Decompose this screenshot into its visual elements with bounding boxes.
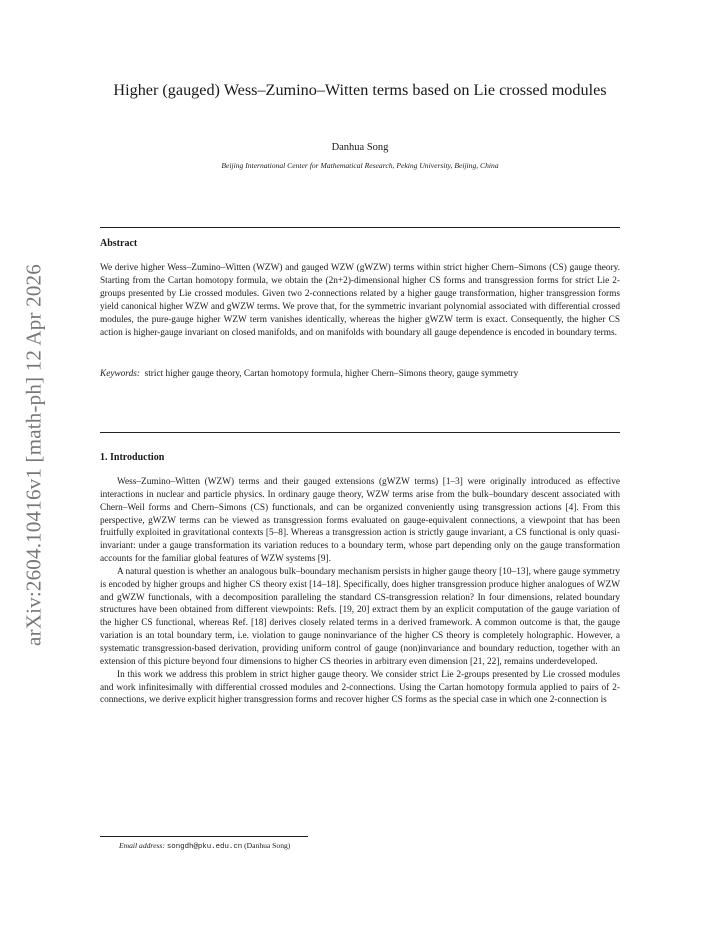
author-email: songdh@pku.edu.cn (166, 843, 243, 851)
abstract-top-divider (100, 227, 620, 228)
introduction-body (100, 476, 620, 707)
abstract-heading: Abstract (100, 238, 138, 249)
author-affiliation: Beijing International Center for Mathematical Research, Peking University, Beijing, China (221, 161, 499, 170)
arxiv-sidebar-stamp (18, 250, 50, 660)
footnote-divider (100, 836, 308, 837)
footnote-label: Email address: (119, 841, 165, 850)
keywords-label: Keywords: (100, 369, 140, 379)
keywords (100, 368, 620, 381)
paragraph: A natural question is whether an analogous bulk–boundary mechanism persists in higher gauge theory [10–13], where gauge symmetry is encoded by higher groups and higher CS theory exist [14–18]. Specifically, does higher transgression produce higher analogues of WZW and gWZW functionals, with a decomposition paralleling the standard CS-transgression relation? In four dimensions, related boundary structures have been obtained from different viewpoints: Refs. [19, 20] extract them by an explicit computation of the gauge variation of the higher CS functional, whereas Ref. [18] derives closely related terms in a derived framework. A common outcome is that, the gauge variation is an total boundary term, i.e. violation to gauge noninvariance of the higher CS theory is completely holographic. However, a systematic transgression-based derivation, providing uniform control of gauge (non)invariance and boundary reduction, together with an extension of this picture beyond four dimensions to higher CS theories in arbitrary even dimension [21, 22], remains underdeveloped. (100, 566, 620, 667)
paragraph: In this work we address this problem in strict higher gauge theory. We consider strict Lie 2-groups presented by Lie crossed modules and work infinitesimally with differential crossed modules and 2-connections. Using the Cartan homotopy formula applied to pairs of 2-connections, we derive explicit higher transgression forms and recover higher CS forms as the special case in which one 2-connection is (100, 669, 620, 706)
footnote-name: (Danhua Song) (244, 841, 291, 850)
paper-author: Danhua Song (331, 142, 389, 153)
paragraph: Wess–Zumino–Witten (WZW) terms and their gauged extensions (gWZW terms) [1–3] were originally introduced as effective interactions in nuclear and particle physics. In ordinary gauge theory, WZW terms arise from the bulk–boundary descent associated with Chern–Weil forms and Chern–Simons (CS) functionals, and can be organized conveniently using transgression actions [4]. From this perspective, gWZW terms can be viewed as transgression forms evaluated on gauge-equivalent connections, a viewpoint that has been fruitfully exploited in gravitational contexts [5–8]. Whereas a transgression action is strictly gauge invariant, a CS functional is only quasi-invariant: under a gauge transformation its variation reduces to a boundary term, whose part depending only on the gauge transformation accounts for the familiar global features of WZW systems [9]. (100, 477, 620, 565)
abstract-text: We derive higher Wess–Zumino–Witten (WZW) and gauged WZW (gWZW) terms within strict higher Chern–Simons (CS) gauge theory. Starting from the Cartan homotopy formula, we obtain the (2n+2)-dimensional higher CS forms and transgression forms for strict Lie 2-groups presented by Lie crossed modules. Given two 2-connections related by a higher gauge transformation, higher transgression forms yield canonical higher WZW and gWZW terms. We prove that, for the symmetric invariant polynomial associated with differential crossed modules, the pure-gauge higher WZW term vanishes identically, whereas the higher gWZW term is exact. Consequently, the higher CS action is higher-gauge invariant on closed manifolds, and on manifolds with boundary all gauge dependence is encoded in boundary terms. (100, 263, 620, 338)
keywords-text: strict higher gauge theory, Cartan homotopy formula, higher Chern–Simons theory, gauge symmetry (144, 369, 519, 379)
paper-title: Higher (gauged) Wess–Zumino–Witten terms based on Lie crossed modules (113, 81, 607, 99)
arxiv-identifier: arXiv:2604.10416v1 [math-ph] 12 Apr 2026 (21, 264, 46, 646)
abstract-bottom-divider (100, 432, 620, 433)
footnote (119, 841, 290, 851)
section-heading-introduction: 1. Introduction (100, 452, 165, 463)
